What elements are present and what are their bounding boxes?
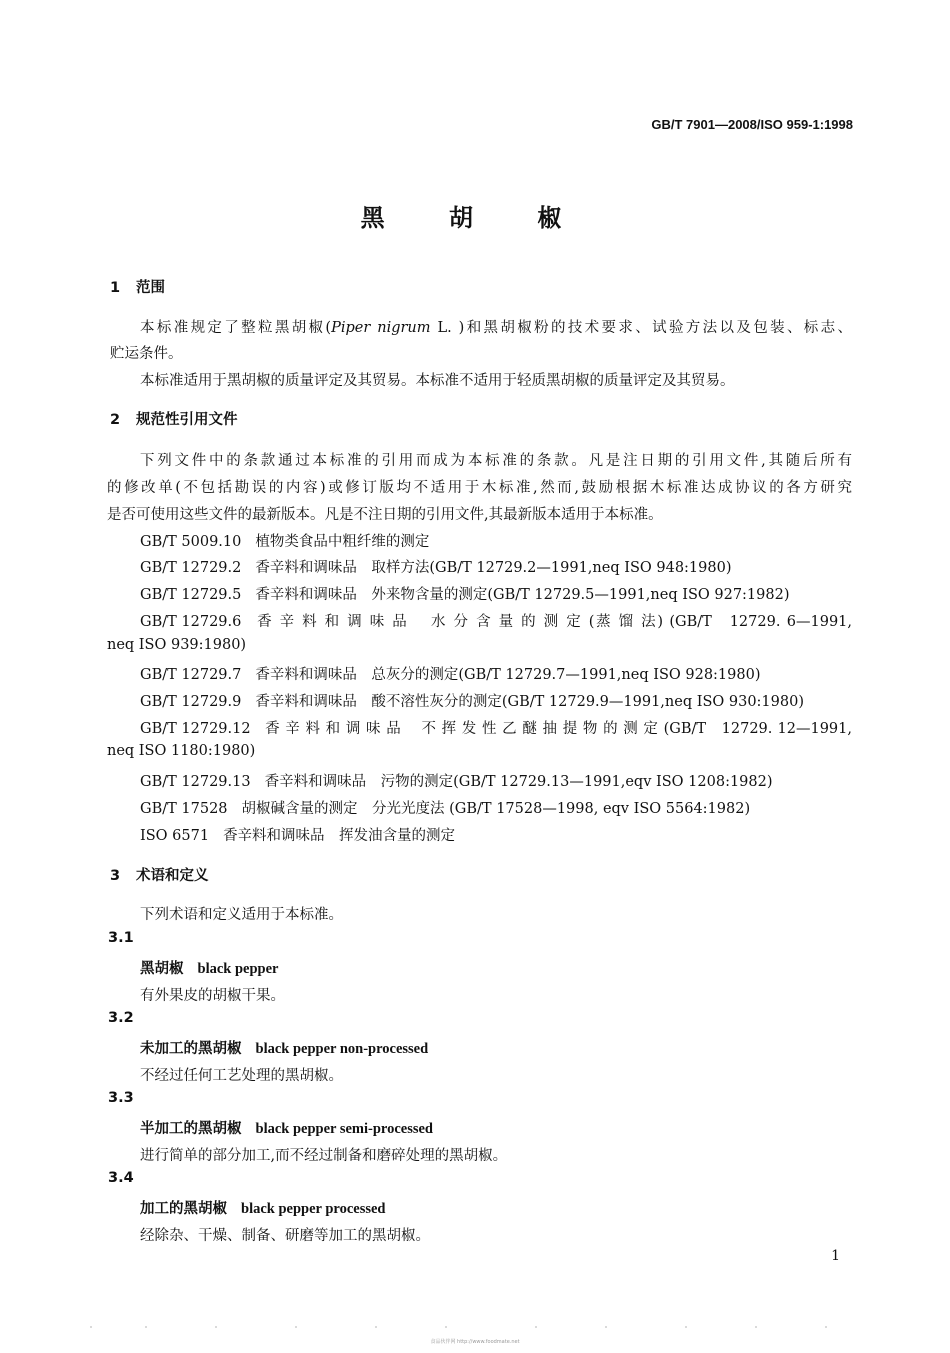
reference-item (140, 690, 804, 711)
refs-intro-line-3: 是否可使用这些文件的最新版本。凡是不注日期的引用文件,其最新版本适用于本标准。 (107, 507, 663, 523)
reference-code: GB/T 12729.12 (140, 721, 251, 737)
standard-code: GB/T 7901—2008/ISO 959-1:1998 (651, 117, 853, 132)
scope-paragraph-1-cont: 贮运条件。 (110, 346, 183, 362)
section-3-heading (110, 864, 209, 885)
section-2-number: 2 (110, 412, 121, 428)
section-2-heading (110, 408, 238, 429)
term-zh: 未加工的黑胡椒 (140, 1041, 242, 1057)
reference-title: 植物类食品中粗纤维的测定 (255, 534, 430, 550)
scan-artifacts (85, 1326, 865, 1332)
reference-code: GB/T 5009.10 (140, 534, 242, 550)
reference-title: 香辛料和调味品 取样方法(GB/T 12729.2—1991,neq ISO 948:1980) (255, 560, 732, 576)
term-definition: 不经过任何工艺处理的黑胡椒。 (140, 1068, 343, 1084)
section-3-title: 术语和定义 (136, 868, 209, 884)
reference-item (140, 530, 429, 551)
term-en: black pepper non-processed (255, 1041, 429, 1057)
reference-code: GB/T 12729.6 (140, 614, 242, 630)
footer-source-note: 食品伙伴网 http://www.foodmate.net (430, 1339, 520, 1345)
reference-item (140, 583, 790, 604)
term-entry (140, 1037, 428, 1058)
term-entry (140, 957, 278, 978)
refs-intro-line-2: 的修改单(不包括勘误的内容)或修订版均不适用于木标准,然而,鼓励根据木标准达成协议的各方研究 (107, 480, 852, 496)
term-entry (140, 1197, 385, 1218)
reference-item (140, 717, 852, 738)
section-1-title: 范围 (136, 280, 165, 296)
reference-item (140, 824, 455, 845)
scope-text-b: L. )和黑胡椒粉的技术要求、试验方法以及包装、标志、 (430, 320, 853, 336)
term-definition: 经除杂、干燥、制备、研磨等加工的黑胡椒。 (140, 1228, 430, 1244)
term-number: 3.1 (108, 930, 134, 946)
reference-code: GB/T 17528 (140, 801, 228, 817)
reference-title: 香辛料和调味品 污物的测定(GB/T 12729.13—1991,eqv ISO 1208:1982) (264, 774, 773, 790)
term-zh: 加工的黑胡椒 (140, 1201, 227, 1217)
refs-intro-line-1: 下列文件中的条款通过本标准的引用而成为本标准的条款。凡是注日期的引用文件,其随后所有 (140, 453, 852, 469)
document-title: 黑 胡 椒 (360, 204, 590, 232)
terms-intro: 下列术语和定义适用于本标准。 (140, 907, 343, 923)
reference-item (140, 770, 773, 791)
term-zh: 黑胡椒 (140, 961, 184, 977)
term-number: 3.3 (108, 1090, 134, 1106)
scope-paragraph-2: 本标准适用于黑胡椒的质量评定及其贸易。本标准不适用于轻质黑胡椒的质量评定及其贸易。 (140, 373, 735, 389)
scope-paragraph-1 (140, 316, 852, 337)
reference-title: 胡椒碱含量的测定 分光光度法 (GB/T 17528—1998, eqv ISO 5564:1982) (241, 801, 751, 817)
reference-item (140, 610, 852, 631)
section-1-heading (110, 276, 165, 297)
reference-code: GB/T 12729.5 (140, 587, 242, 603)
section-1-number: 1 (110, 280, 121, 296)
section-3-number: 3 (110, 868, 121, 884)
section-2-title: 规范性引用文件 (136, 412, 238, 428)
scope-latin-name: Piper nigrum (331, 320, 431, 336)
term-number: 3.4 (108, 1170, 134, 1186)
term-en: black pepper semi-processed (255, 1121, 433, 1137)
reference-title: 香辛料和调味品 挥发油含量的测定 (223, 828, 456, 844)
reference-title: 香 辛 料 和 调 味 品 不 挥 发 性 乙 醚 抽 提 物 的 测 定 (GB/T 12729. 12—1991, (264, 721, 852, 737)
scope-text-a: 本标准规定了整粒黑胡椒( (140, 320, 332, 336)
reference-code: GB/T 12729.9 (140, 694, 242, 710)
reference-code: GB/T 12729.13 (140, 774, 251, 790)
reference-code: ISO 6571 (140, 828, 210, 844)
term-number: 3.2 (108, 1010, 134, 1026)
term-entry (140, 1117, 433, 1138)
reference-title: 香 辛 料 和 调 味 品 水 分 含 量 的 测 定 (蒸 馏 法) (GB/T 12729. 6—1991, (255, 614, 852, 630)
reference-code: GB/T 12729.7 (140, 667, 242, 683)
reference-title: 香辛料和调味品 外来物含量的测定(GB/T 12729.5—1991,neq ISO 927:1982) (255, 587, 790, 603)
page-number: 1 (831, 1248, 840, 1264)
term-en: black pepper processed (241, 1201, 386, 1217)
term-zh: 半加工的黑胡椒 (140, 1121, 242, 1137)
reference-item-cont: neq ISO 939:1980) (107, 637, 247, 653)
reference-title: 香辛料和调味品 总灰分的测定(GB/T 12729.7—1991,neq ISO 928:1980) (255, 667, 761, 683)
reference-title: 香辛料和调味品 酸不溶性灰分的测定(GB/T 12729.9—1991,neq ISO 930:1980) (255, 694, 804, 710)
reference-item (140, 663, 761, 684)
term-en: black pepper (197, 961, 279, 977)
reference-item (140, 556, 732, 577)
term-definition: 进行简单的部分加工,而不经过制备和磨碎处理的黑胡椒。 (140, 1148, 508, 1164)
reference-item (140, 797, 750, 818)
reference-code: GB/T 12729.2 (140, 560, 242, 576)
reference-item-cont: neq ISO 1180:1980) (107, 743, 256, 759)
term-definition: 有外果皮的胡椒干果。 (140, 988, 285, 1004)
